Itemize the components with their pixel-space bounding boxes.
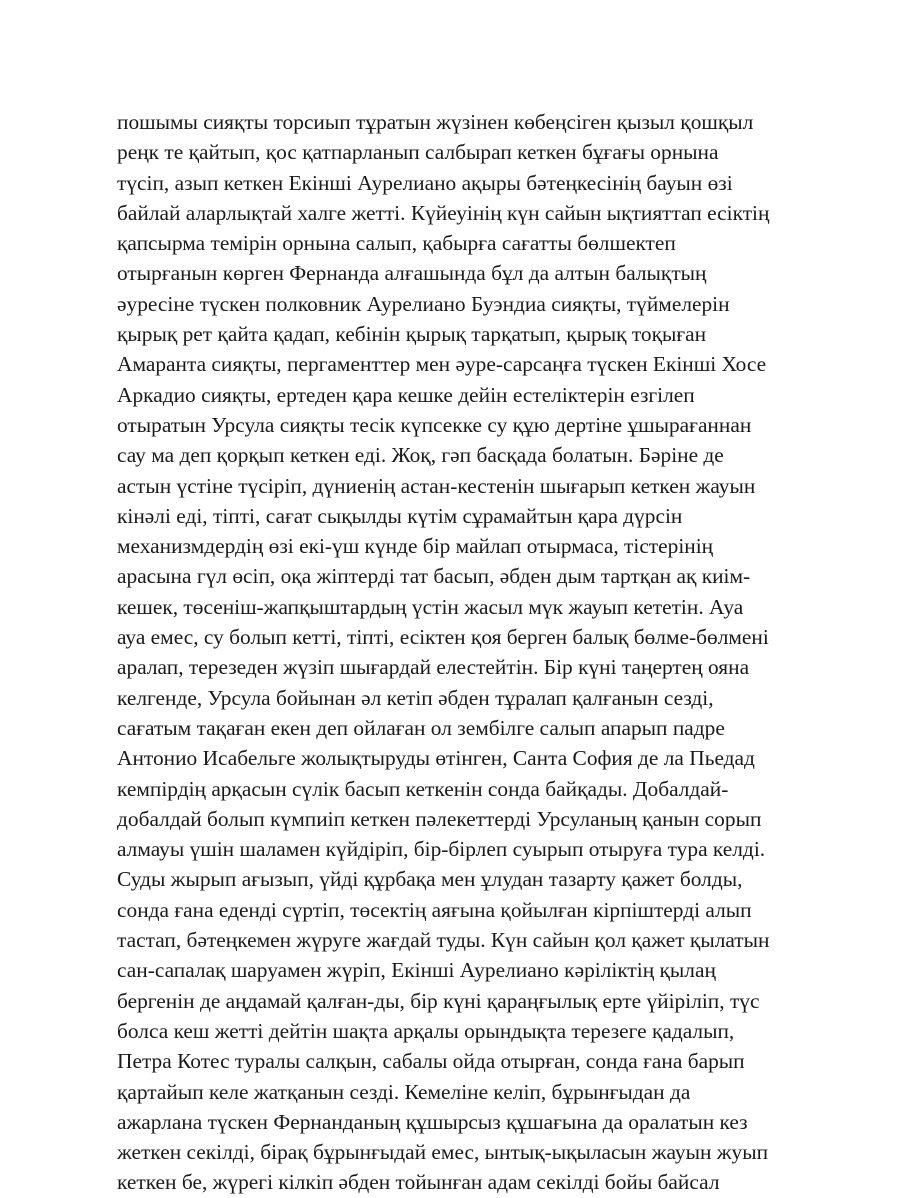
text-line: сан-сапалақ шаруамен жүріп, Екінші Аурелиано кәріліктің қылаң xyxy=(117,958,716,983)
text-line: қапсырма темірін орнына салып, қабырға сағатты бөлшектеп xyxy=(117,231,676,256)
text-line: түсіп, азып кеткен Екінші Аурелиано ақыры бәтеңкесінің бауын өзі xyxy=(117,170,733,195)
body-text xyxy=(117,107,807,1198)
text-line: жеткен секілді, бірақ бұрынғыдай емес, ынтық-ықыласын жауын жуып xyxy=(117,1140,769,1165)
text-line: бергенін де аңдамай қалған-ды, бір күні қараңғылық ерте үйіріліп, түс xyxy=(117,988,760,1013)
text-line: қырық рет қайта қадап, кебінін қырық тарқатып, қырық тоқыған xyxy=(117,322,707,347)
text-line: Антонио Исабельге жолықтыруды өтінген, Санта София де ла Пьедад xyxy=(117,746,755,771)
text-line: әуресіне түскен полковник Аурелиано Буэндиа сияқты, түймелерін xyxy=(117,291,730,316)
text-line: тастап, бәтеңкемен жүруге жағдай туды. Күн сайын қол қажет қылатын xyxy=(117,928,770,953)
text-line: кешек, төсеніш-жапқыштардың үстін жасыл мүк жауып кететін. Ауа xyxy=(117,594,744,619)
text-line: ауа емес, су болып кетті, тіпті, есіктен қоя берген балық бөлме-бөлмені xyxy=(117,625,769,650)
text-line: келгенде, Урсула бойынан әл кетіп әбден тұралап қалғанын сезді, xyxy=(117,685,714,710)
text-line: астын үстіне түсіріп, дүниенің астан-кестенін шығарып кеткен жауын xyxy=(117,473,756,498)
text-line: сонда ғана еденді сүртіп, төсектің аяғына қойылған кірпіштерді алып xyxy=(117,897,752,922)
text-line: кінәлі еді, тіпті, сағат сықылды күтім сұрамайтын қара дүрсін xyxy=(117,503,683,528)
text-line: сау ма деп қорқып кеткен еді. Жоқ, гәп басқада болатын. Бәріне де xyxy=(117,443,724,468)
text-line: реңк те қайтып, қос қатпарланып салбырап кеткен бұғағы орнына xyxy=(117,140,719,165)
text-line: ажарлана түскен Фернанданың құшырсыз құшағына да оралатын кез xyxy=(117,1109,748,1134)
text-line: аралап, терезеден жүзіп шығардай елестейтін. Бір күні таңертең ояна xyxy=(117,655,750,680)
text-line: қартайып келе жатқанын сезді. Кемеліне келіп, бұрынғыдан да xyxy=(117,1079,691,1104)
text-line: отыратын Урсула сияқты тесік күпсекке су құю дертіне ұшырағаннан xyxy=(117,412,752,437)
text-line: Амаранта сияқты, пергаменттер мен әуре-сарсаңға түскен Екінші Хосе xyxy=(117,352,767,377)
text-line: Суды жырып ағызып, үйді құрбақа мен ұлудан тазарту қажет болды, xyxy=(117,867,743,892)
text-line: алмауы үшін шаламен күйдіріп, бір-бірлеп суырып отыруға тура келді. xyxy=(117,837,766,862)
text-line: механизмдердің өзі екі-үш күнде бір майлап отырмаса, тістерінің xyxy=(117,534,714,559)
text-line: отырғанын көрген Фернанда алғашында бұл да алтын балықтың xyxy=(117,261,707,286)
text-line: арасына гүл өсіп, оқа жіптерді тат басып, әбден дым тартқан ақ киім- xyxy=(117,564,751,589)
text-line: сағатым тақаған екен деп ойлаған ол зембілге салып апарып падре xyxy=(117,715,725,740)
text-line: кеткен бе, жүрегі кілкіп әбден тойынған адам секілді бойы байсал xyxy=(117,1170,720,1195)
text-line: Аркадио сияқты, ертеден қара кешке дейін естеліктерін езгілеп xyxy=(117,382,695,407)
text-line: кемпірдің арқасын сүлік басып кеткенін сонда байқады. Добалдай- xyxy=(117,776,729,801)
text-line: Петра Котес туралы салқын, сабалы ойда отырған, сонда ғана барып xyxy=(117,1049,745,1074)
text-line: байлай аларлықтай халге жетті. Күйеуінің күн сайын ықтияттап есіктің xyxy=(117,200,770,225)
text-line: болса кеш жетті дейтін шақта арқалы орындықта терезеге қадалып, xyxy=(117,1018,735,1043)
text-line: добалдай болып күмпиіп кеткен пәлекеттерді Урсуланың қанын сорып xyxy=(117,806,762,831)
text-line: пошымы сияқты торсиып тұратын жүзінен көбеңсіген қызыл қошқыл xyxy=(117,110,754,134)
